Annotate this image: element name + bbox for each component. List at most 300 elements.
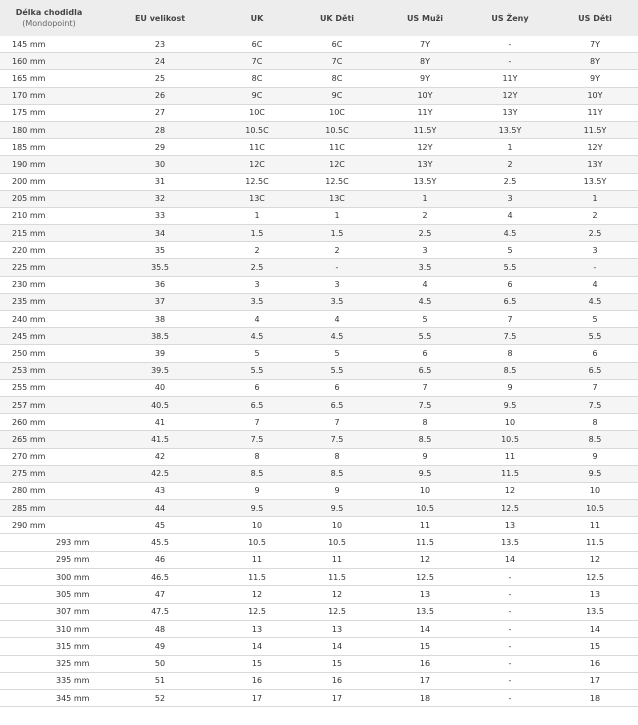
- table-cell: 13Y: [468, 104, 552, 121]
- table-cell: 10: [382, 482, 468, 499]
- table-row: [0, 293, 638, 310]
- table-cell: 260 mm: [0, 414, 98, 431]
- table-cell: 2: [292, 242, 382, 259]
- table-cell: 12: [292, 586, 382, 603]
- table-cell: 285 mm: [0, 500, 98, 517]
- table-cell: 17: [382, 672, 468, 689]
- table-cell: 38.5: [98, 328, 222, 345]
- table-header: [0, 0, 638, 36]
- table-cell: 215 mm: [0, 225, 98, 242]
- table-cell: 13: [292, 620, 382, 637]
- table-cell: 170 mm: [0, 87, 98, 104]
- table-row: [0, 500, 638, 517]
- table-cell: 200 mm: [0, 173, 98, 190]
- table-cell: 280 mm: [0, 482, 98, 499]
- table-cell: -: [468, 53, 552, 70]
- table-cell: 18: [552, 690, 638, 707]
- table-cell: 12: [222, 586, 292, 603]
- table-cell: 7: [292, 414, 382, 431]
- table-cell: 13.5: [552, 603, 638, 620]
- table-cell: 190 mm: [0, 156, 98, 173]
- table-cell: 1: [468, 139, 552, 156]
- table-cell: 4: [468, 207, 552, 224]
- table-cell: 10.5: [292, 534, 382, 551]
- table-cell: 16: [382, 655, 468, 672]
- table-cell: 5: [292, 345, 382, 362]
- table-cell: 12Y: [552, 139, 638, 156]
- table-cell: 2.5: [468, 173, 552, 190]
- table-cell: 7.5: [468, 328, 552, 345]
- table-cell: 7.5: [382, 396, 468, 413]
- table-row: [0, 379, 638, 396]
- table-cell: 3.5: [382, 259, 468, 276]
- table-cell: 52: [98, 690, 222, 707]
- table-cell: 9C: [292, 87, 382, 104]
- table-cell: 9: [468, 379, 552, 396]
- table-cell: 9.5: [222, 500, 292, 517]
- table-cell: 7: [468, 311, 552, 328]
- table-cell: 6: [382, 345, 468, 362]
- table-cell: 4.5: [382, 293, 468, 310]
- table-cell: -: [468, 690, 552, 707]
- table-cell: 11C: [292, 139, 382, 156]
- table-cell: 11.5: [552, 534, 638, 551]
- table-cell: 7.5: [222, 431, 292, 448]
- table-cell: 13.5Y: [382, 173, 468, 190]
- table-row: [0, 517, 638, 534]
- table-cell: -: [468, 620, 552, 637]
- table-cell: 48: [98, 620, 222, 637]
- table-cell: 42: [98, 448, 222, 465]
- table-cell: 255 mm: [0, 379, 98, 396]
- table-row: [0, 311, 638, 328]
- table-cell: 4: [222, 311, 292, 328]
- table-cell: 7C: [292, 53, 382, 70]
- table-cell: 27: [98, 104, 222, 121]
- table-cell: 8: [382, 414, 468, 431]
- header-uk-kids: UK Děti: [292, 0, 382, 36]
- table-row: [0, 328, 638, 345]
- table-cell: 5.5: [468, 259, 552, 276]
- table-cell: 11Y: [552, 104, 638, 121]
- table-cell: 46.5: [98, 569, 222, 586]
- table-cell: 39: [98, 345, 222, 362]
- table-cell: 11.5: [382, 534, 468, 551]
- table-cell: 8: [292, 448, 382, 465]
- table-row: [0, 586, 638, 603]
- table-cell: 6.5: [382, 362, 468, 379]
- table-cell: 2: [468, 156, 552, 173]
- table-cell: 307 mm: [0, 603, 98, 620]
- table-cell: 42.5: [98, 465, 222, 482]
- table-cell: 16: [292, 672, 382, 689]
- table-cell: 220 mm: [0, 242, 98, 259]
- table-cell: 6C: [222, 36, 292, 53]
- table-cell: -: [468, 672, 552, 689]
- table-cell: 3.5: [292, 293, 382, 310]
- table-cell: 5: [468, 242, 552, 259]
- table-cell: 11C: [222, 139, 292, 156]
- table-cell: 37: [98, 293, 222, 310]
- table-cell: -: [292, 259, 382, 276]
- table-row: [0, 655, 638, 672]
- table-cell: 185 mm: [0, 139, 98, 156]
- table-cell: 300 mm: [0, 569, 98, 586]
- table-cell: 6.5: [222, 396, 292, 413]
- table-cell: 4.5: [292, 328, 382, 345]
- table-row: [0, 36, 638, 53]
- table-cell: 8Y: [552, 53, 638, 70]
- table-cell: 13.5: [468, 534, 552, 551]
- table-row: [0, 121, 638, 138]
- table-cell: 14: [468, 551, 552, 568]
- header-uk: UK: [222, 0, 292, 36]
- header-us-men: US Muži: [382, 0, 468, 36]
- table-cell: 7Y: [382, 36, 468, 53]
- header-length: [0, 0, 98, 36]
- table-cell: 3: [292, 276, 382, 293]
- table-row: [0, 259, 638, 276]
- table-cell: 12.5: [382, 569, 468, 586]
- table-cell: 160 mm: [0, 53, 98, 70]
- table-row: [0, 139, 638, 156]
- table-cell: 11.5Y: [552, 121, 638, 138]
- table-cell: 9.5: [382, 465, 468, 482]
- table-cell: 17: [222, 690, 292, 707]
- table-cell: 51: [98, 672, 222, 689]
- table-row: [0, 431, 638, 448]
- table-cell: 9.5: [292, 500, 382, 517]
- table-cell: 5: [382, 311, 468, 328]
- table-cell: 45: [98, 517, 222, 534]
- table-cell: 275 mm: [0, 465, 98, 482]
- table-cell: 12Y: [382, 139, 468, 156]
- table-cell: 16: [552, 655, 638, 672]
- table-cell: 10: [222, 517, 292, 534]
- table-cell: 10.5C: [292, 121, 382, 138]
- table-cell: 270 mm: [0, 448, 98, 465]
- table-cell: 2.5: [382, 225, 468, 242]
- table-cell: 7.5: [292, 431, 382, 448]
- table-cell: 12: [552, 551, 638, 568]
- table-cell: 2.5: [222, 259, 292, 276]
- table-cell: 11: [552, 517, 638, 534]
- header-length-sub: (Mondopoint): [22, 19, 76, 28]
- table-cell: 9Y: [552, 70, 638, 87]
- table-cell: 14: [382, 620, 468, 637]
- table-row: [0, 672, 638, 689]
- header-length-label: Délka chodidla: [15, 8, 83, 17]
- table-cell: 25: [98, 70, 222, 87]
- table-cell: 1: [382, 190, 468, 207]
- table-cell: 10: [468, 414, 552, 431]
- table-cell: 8Y: [382, 53, 468, 70]
- table-row: [0, 638, 638, 655]
- table-cell: 2: [382, 207, 468, 224]
- table-cell: 293 mm: [0, 534, 98, 551]
- table-cell: 305 mm: [0, 586, 98, 603]
- table-row: [0, 156, 638, 173]
- header-eu: EU velikost: [98, 0, 222, 36]
- table-cell: 8: [468, 345, 552, 362]
- table-cell: 2.5: [552, 225, 638, 242]
- table-cell: 175 mm: [0, 104, 98, 121]
- table-cell: 10C: [292, 104, 382, 121]
- table-row: [0, 87, 638, 104]
- table-cell: 245 mm: [0, 328, 98, 345]
- table-cell: 36: [98, 276, 222, 293]
- table-cell: 12.5: [552, 569, 638, 586]
- size-table-extended: [0, 534, 638, 707]
- table-cell: 35.5: [98, 259, 222, 276]
- table-cell: 40: [98, 379, 222, 396]
- table-cell: 11: [222, 551, 292, 568]
- table-cell: 5.5: [552, 328, 638, 345]
- table-body: [0, 36, 638, 534]
- table-cell: 43: [98, 482, 222, 499]
- table-cell: 11.5Y: [382, 121, 468, 138]
- table-cell: 257 mm: [0, 396, 98, 413]
- table-cell: 3: [382, 242, 468, 259]
- table-cell: 10.5C: [222, 121, 292, 138]
- table-cell: 235 mm: [0, 293, 98, 310]
- table-cell: 315 mm: [0, 638, 98, 655]
- table-cell: 2: [222, 242, 292, 259]
- table-cell: 11.5: [292, 569, 382, 586]
- table-row: [0, 345, 638, 362]
- table-row: [0, 690, 638, 707]
- table-cell: 10: [292, 517, 382, 534]
- table-cell: 253 mm: [0, 362, 98, 379]
- table-cell: 6.5: [468, 293, 552, 310]
- table-row: [0, 396, 638, 413]
- table-cell: 10Y: [552, 87, 638, 104]
- table-row: [0, 242, 638, 259]
- table-cell: 230 mm: [0, 276, 98, 293]
- table-cell: 12.5C: [222, 173, 292, 190]
- table-cell: 12: [468, 482, 552, 499]
- table-cell: 10Y: [382, 87, 468, 104]
- table-row: [0, 173, 638, 190]
- table-cell: 145 mm: [0, 36, 98, 53]
- table-cell: -: [468, 586, 552, 603]
- table-cell: 5: [552, 311, 638, 328]
- table-cell: 12.5C: [292, 173, 382, 190]
- table-cell: 13Y: [552, 156, 638, 173]
- table-cell: 250 mm: [0, 345, 98, 362]
- table-row: [0, 465, 638, 482]
- table-cell: 5: [222, 345, 292, 362]
- table-cell: 10.5: [222, 534, 292, 551]
- table-cell: 32: [98, 190, 222, 207]
- table-cell: 24: [98, 53, 222, 70]
- table-cell: 13C: [292, 190, 382, 207]
- table-cell: 17: [292, 690, 382, 707]
- table-cell: 11.5: [468, 465, 552, 482]
- table-cell: 7.5: [552, 396, 638, 413]
- table-cell: 13.5Y: [468, 121, 552, 138]
- table-cell: 16: [222, 672, 292, 689]
- table-cell: 17: [552, 672, 638, 689]
- table-cell: 35: [98, 242, 222, 259]
- table-cell: 6: [292, 379, 382, 396]
- table-cell: 8.5: [292, 465, 382, 482]
- table-cell: 10C: [222, 104, 292, 121]
- table-cell: 11: [382, 517, 468, 534]
- table-cell: 6: [222, 379, 292, 396]
- table-cell: 10.5: [468, 431, 552, 448]
- table-cell: 9: [222, 482, 292, 499]
- table-cell: 4.5: [468, 225, 552, 242]
- table-cell: 7: [222, 414, 292, 431]
- table-cell: 13.5Y: [552, 173, 638, 190]
- table-cell: 8: [552, 414, 638, 431]
- table-cell: 23: [98, 36, 222, 53]
- table-cell: 41.5: [98, 431, 222, 448]
- table-cell: 12.5: [292, 603, 382, 620]
- table-cell: -: [468, 36, 552, 53]
- table-cell: 8: [222, 448, 292, 465]
- table-cell: 10: [552, 482, 638, 499]
- table-cell: -: [468, 603, 552, 620]
- table-cell: 3: [222, 276, 292, 293]
- header-us-kids: US Děti: [552, 0, 638, 36]
- table-row: [0, 104, 638, 121]
- table-body-extended: [0, 534, 638, 706]
- table-cell: 240 mm: [0, 311, 98, 328]
- table-cell: 4.5: [222, 328, 292, 345]
- table-cell: 13: [552, 586, 638, 603]
- table-cell: 50: [98, 655, 222, 672]
- table-cell: 6C: [292, 36, 382, 53]
- table-cell: 8C: [222, 70, 292, 87]
- header-us-women: US Ženy: [468, 0, 552, 36]
- table-cell: -: [468, 638, 552, 655]
- table-cell: 5.5: [292, 362, 382, 379]
- table-cell: 8.5: [552, 431, 638, 448]
- table-cell: -: [468, 569, 552, 586]
- table-cell: 11Y: [382, 104, 468, 121]
- table-row: [0, 551, 638, 568]
- table-cell: 210 mm: [0, 207, 98, 224]
- table-cell: 12C: [292, 156, 382, 173]
- table-cell: 14: [552, 620, 638, 637]
- table-cell: 3: [552, 242, 638, 259]
- table-cell: 9Y: [382, 70, 468, 87]
- table-cell: 11: [292, 551, 382, 568]
- table-cell: 11.5: [222, 569, 292, 586]
- table-cell: 1: [222, 207, 292, 224]
- table-cell: 31: [98, 173, 222, 190]
- table-cell: 15: [292, 655, 382, 672]
- table-cell: 2: [552, 207, 638, 224]
- table-cell: 6.5: [292, 396, 382, 413]
- table-cell: 9.5: [552, 465, 638, 482]
- table-cell: 265 mm: [0, 431, 98, 448]
- table-cell: 225 mm: [0, 259, 98, 276]
- table-cell: 12: [382, 551, 468, 568]
- table-cell: 7Y: [552, 36, 638, 53]
- table-cell: 14: [222, 638, 292, 655]
- table-cell: 26: [98, 87, 222, 104]
- table-cell: -: [552, 259, 638, 276]
- table-cell: 3: [468, 190, 552, 207]
- table-cell: 4: [382, 276, 468, 293]
- table-row: [0, 603, 638, 620]
- table-cell: 13: [222, 620, 292, 637]
- table-cell: 49: [98, 638, 222, 655]
- table-row: [0, 53, 638, 70]
- table-cell: 9: [292, 482, 382, 499]
- table-row: [0, 276, 638, 293]
- table-row: [0, 569, 638, 586]
- table-cell: 9: [382, 448, 468, 465]
- table-cell: 4: [552, 276, 638, 293]
- table-cell: 45.5: [98, 534, 222, 551]
- table-row: [0, 225, 638, 242]
- table-cell: 7: [552, 379, 638, 396]
- table-cell: 47.5: [98, 603, 222, 620]
- table-cell: 1: [552, 190, 638, 207]
- table-cell: 12.5: [468, 500, 552, 517]
- table-cell: 12.5: [222, 603, 292, 620]
- table-cell: 13: [382, 586, 468, 603]
- table-cell: 325 mm: [0, 655, 98, 672]
- table-cell: 40.5: [98, 396, 222, 413]
- table-cell: 13Y: [382, 156, 468, 173]
- table-cell: 13: [468, 517, 552, 534]
- table-cell: 38: [98, 311, 222, 328]
- table-cell: 3.5: [222, 293, 292, 310]
- table-cell: 14: [292, 638, 382, 655]
- table-cell: 7C: [222, 53, 292, 70]
- table-cell: 8.5: [382, 431, 468, 448]
- table-cell: 15: [382, 638, 468, 655]
- table-cell: 12Y: [468, 87, 552, 104]
- table-cell: 9: [552, 448, 638, 465]
- table-cell: 6: [468, 276, 552, 293]
- table-cell: 290 mm: [0, 517, 98, 534]
- table-row: [0, 414, 638, 431]
- table-cell: 7: [382, 379, 468, 396]
- table-cell: 47: [98, 586, 222, 603]
- table-row: [0, 448, 638, 465]
- table-cell: 5.5: [222, 362, 292, 379]
- table-row: [0, 534, 638, 551]
- table-cell: 29: [98, 139, 222, 156]
- table-cell: 4: [292, 311, 382, 328]
- table-cell: 10.5: [382, 500, 468, 517]
- table-cell: 4.5: [552, 293, 638, 310]
- table-cell: 335 mm: [0, 672, 98, 689]
- table-row: [0, 207, 638, 224]
- table-cell: 10.5: [552, 500, 638, 517]
- table-cell: 310 mm: [0, 620, 98, 637]
- table-cell: 9.5: [468, 396, 552, 413]
- table-cell: 165 mm: [0, 70, 98, 87]
- table-cell: -: [468, 655, 552, 672]
- table-cell: 1.5: [292, 225, 382, 242]
- table-cell: 33: [98, 207, 222, 224]
- table-cell: 8.5: [222, 465, 292, 482]
- table-cell: 6: [552, 345, 638, 362]
- table-row: [0, 362, 638, 379]
- table-row: [0, 482, 638, 499]
- table-cell: 6.5: [552, 362, 638, 379]
- table-cell: 18: [382, 690, 468, 707]
- table-cell: 1: [292, 207, 382, 224]
- table-row: [0, 620, 638, 637]
